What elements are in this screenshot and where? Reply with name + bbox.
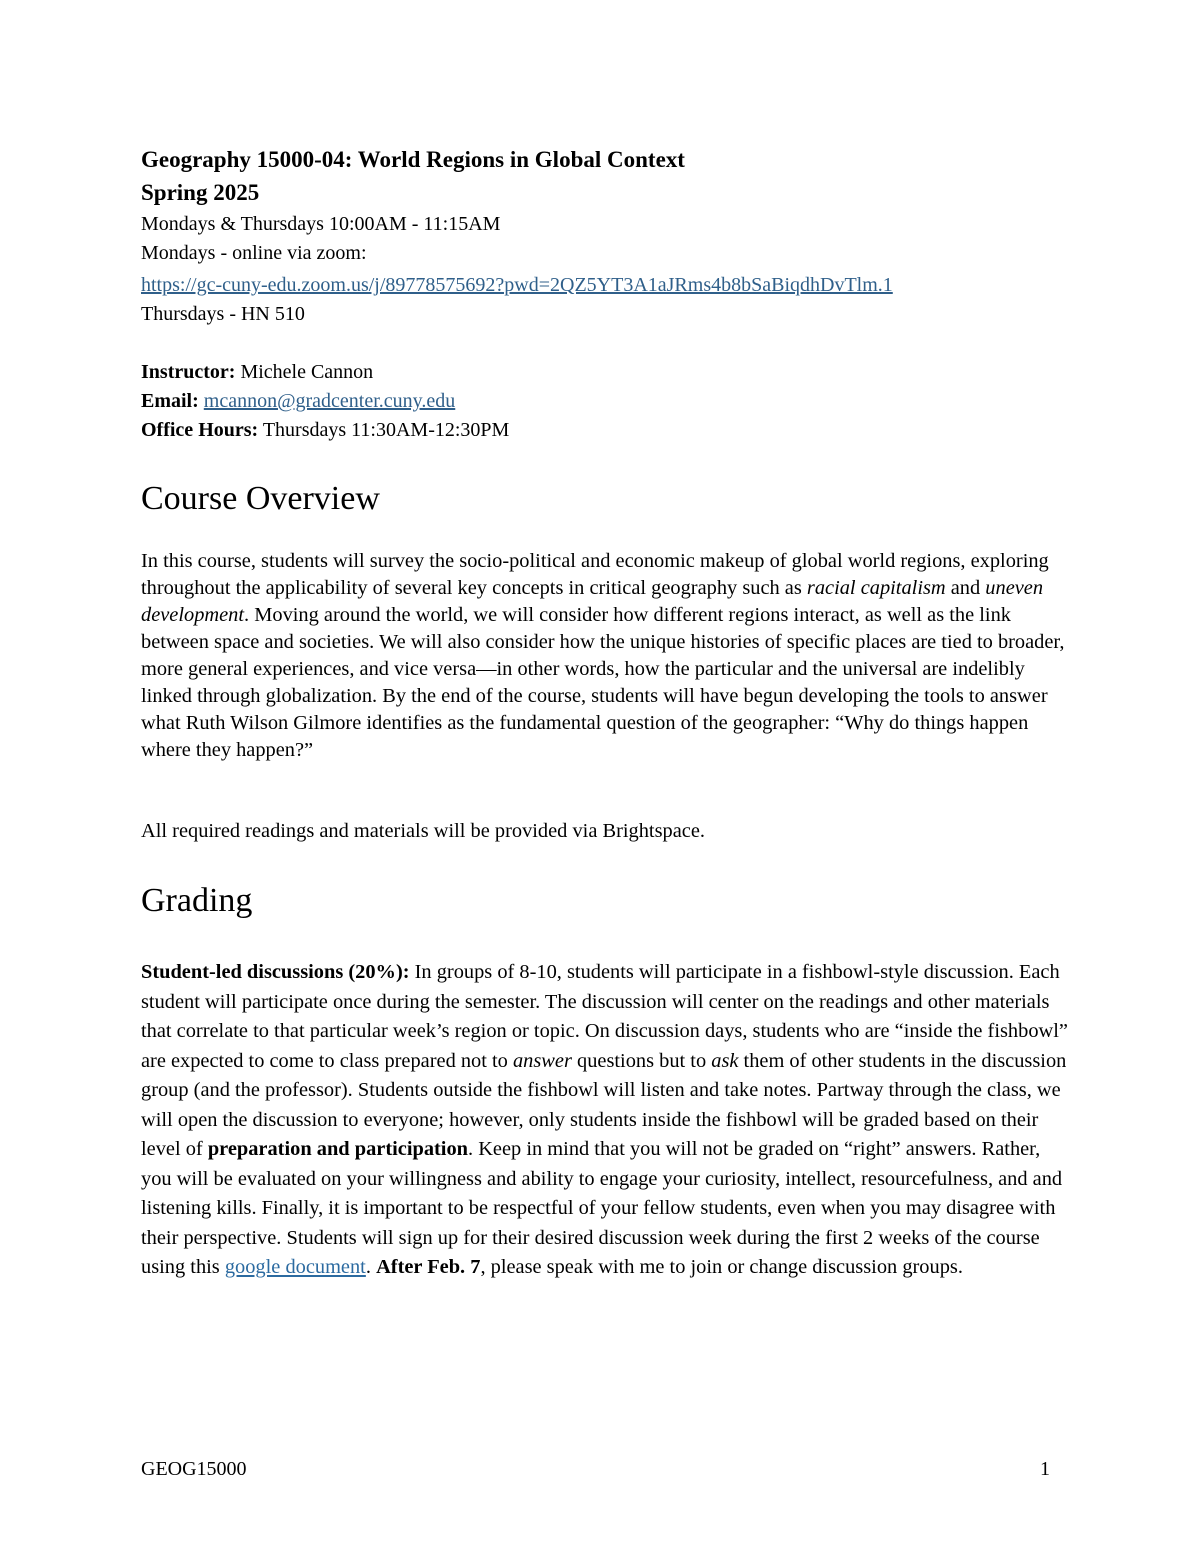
course-title: Geography 15000-04: World Regions in Global Context (141, 147, 685, 172)
office-hours-line (141, 416, 509, 444)
grading-emphasis-ask: ask (711, 1049, 739, 1072)
office-hours-label: Office Hours: (141, 419, 259, 441)
discussion-item-label: Student-led discussions (20%): (141, 961, 410, 983)
email-label: Email: (141, 390, 199, 412)
grading-text-6: , please speak with me to join or change discussion groups. (480, 1256, 963, 1278)
grading-text-2: questions but to (571, 1049, 712, 1072)
zoom-link[interactable]: https://gc-cuny-edu.zoom.us/j/89778575692?pwd=2QZ5YT3A1aJRms4b8bSaBiqdhDvTlm.1 (141, 274, 893, 296)
grading-discussion-paragraph (141, 958, 1071, 1283)
course-schedule: Mondays & Thursdays 10:00AM - 11:15AM (141, 213, 501, 235)
thursday-room: Thursdays - HN 510 (141, 303, 305, 325)
overview-emphasis-racial-capitalism: racial capitalism (806, 577, 946, 599)
grading-heading: Grading (141, 882, 253, 919)
grading-text-3: them of other students in the discussion group (and the professor). Students outside the fishbowl will listen and take notes. Partway through the class, we will open the discussion to everyone; however, only students inside the fishbowl will be graded based on their level of (141, 1049, 1067, 1160)
instructor-label: Instructor: (141, 361, 236, 383)
grading-strong-after-date: After Feb. 7 (376, 1256, 481, 1278)
materials-paragraph: All required readings and materials will be provided via Brightspace. (141, 820, 705, 842)
office-hours-value: Thursdays 11:30AM-12:30PM (258, 419, 510, 441)
grading-text-1: In groups of 8-10, students will participate in a fishbowl-style discussion. Each student will participate once during the semester. The discussion will center on the readings and other materials that correlate to that particular week’s region or topic. On discussion days, students who are “inside the fishbowl” are expected to come to class prepared not to (141, 961, 1068, 1072)
email-line (141, 387, 455, 415)
online-label: Mondays - online via zoom: (141, 242, 367, 264)
instructor-name: Michele Cannon (235, 361, 374, 383)
instructor-line (141, 358, 373, 386)
footer-course-code: GEOG15000 (141, 1458, 247, 1480)
overview-text-1: In this course, students will survey the socio-political and economic makeup of global world regions, exploring throughout the applicability of several key concepts in critical geography such as (141, 550, 1049, 599)
course-overview-heading: Course Overview (141, 480, 380, 517)
course-term: Spring 2025 (141, 180, 260, 205)
grading-text-4: . Keep in mind that you will not be graded on “right” answers. Rather, you will be evaluated on your willingness and ability to engage your curiosity, intellect, resourcefulness, and and listening kills. Finally, it is important to be respectful of your fellow students, even when you may disagree with their perspective. Students will sign up for their desired discussion week during the first 2 weeks of the course using this (141, 1138, 1063, 1278)
overview-text-2: and (945, 577, 986, 599)
google-document-link[interactable]: google document (224, 1256, 366, 1278)
grading-strong-preparation: preparation and participation (207, 1138, 469, 1160)
footer-page-number: 1 (1040, 1458, 1050, 1480)
overview-text-3: . Moving around the world, we will consider how different regions interact, as well as the link between space and societies. We will also consider how the unique histories of specific places are tied to broader, more general experiences, and vice versa—in other words, how the particular and the universal are indelibly linked through globalization. By the end of the course, students will have begun developing the tools to answer what Ruth Wilson Gilmore identifies as the fundamental question of the geographer: “Why do things happen where they happen?” (141, 604, 1065, 761)
overview-paragraph (141, 548, 1071, 764)
grading-text-5: . (365, 1256, 377, 1278)
zoom-link-line (141, 271, 893, 299)
email-link[interactable]: mcannon@gradcenter.cuny.edu (203, 390, 456, 412)
overview-emphasis-uneven-development: uneven development (141, 577, 1044, 626)
grading-emphasis-answer: answer (512, 1049, 572, 1072)
